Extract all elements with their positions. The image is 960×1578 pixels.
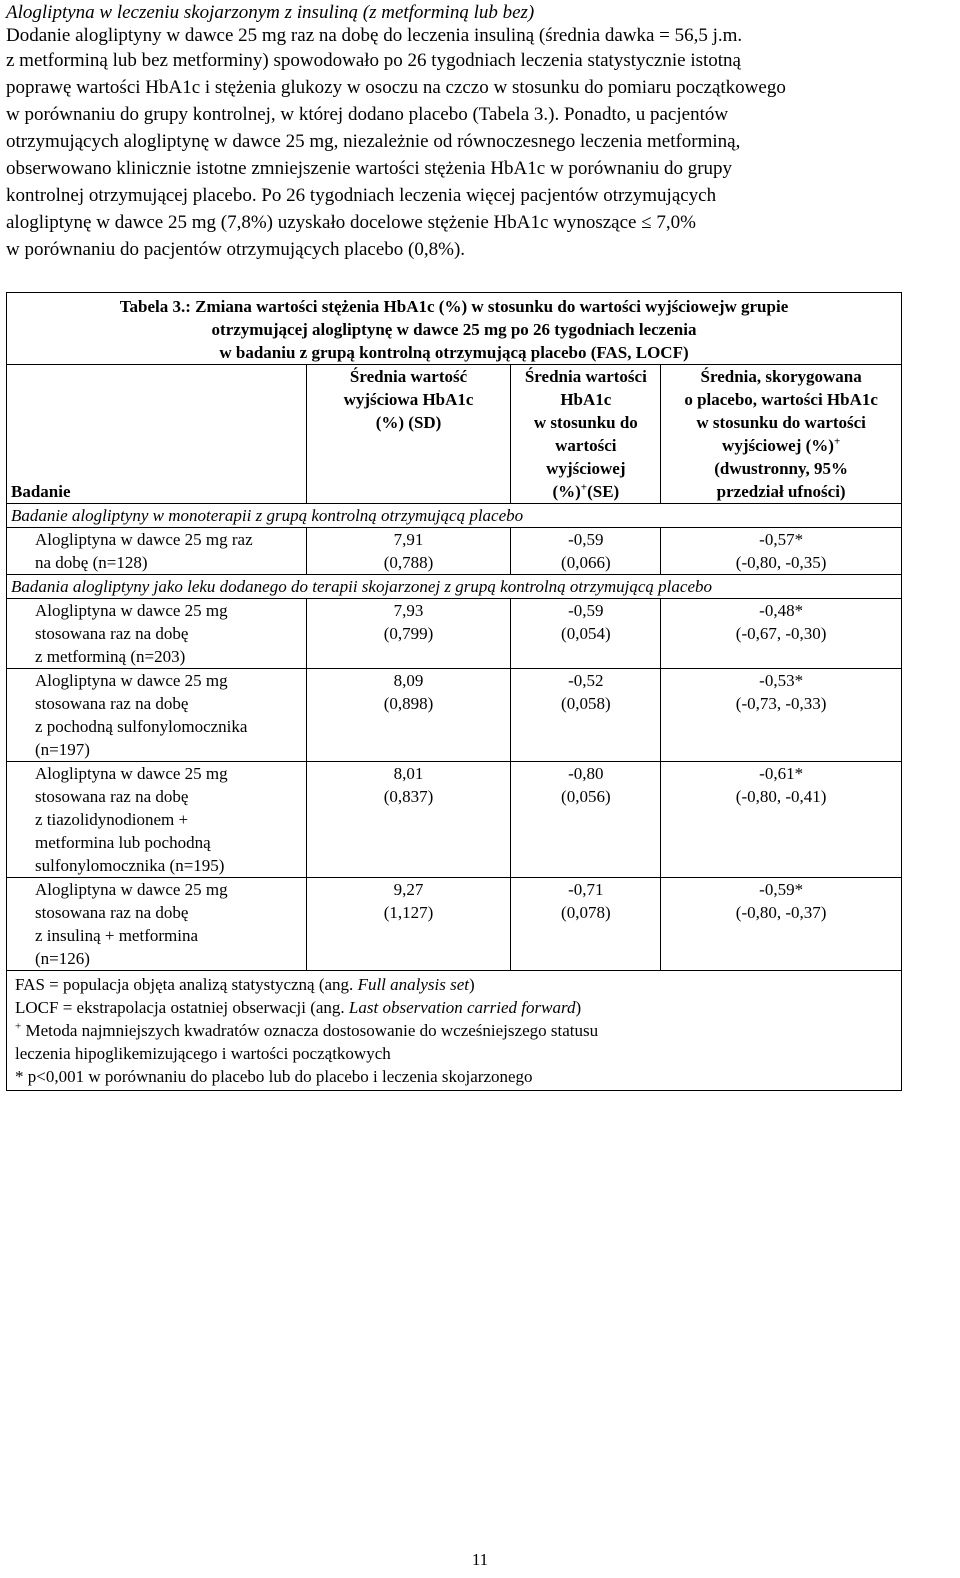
note-plus-cont: leczenia hipoglikemizującego i wartości początkowych xyxy=(15,1044,391,1063)
table-notes-row xyxy=(7,971,902,1091)
baseline-cell: 8,09 (0,898) xyxy=(306,669,511,762)
paragraph-line: obserwowano klinicznie istotne zmniejszenie wartości stężenia HbA1c w porównaniu do grupy xyxy=(6,158,733,179)
page-number: 11 xyxy=(471,1550,489,1569)
table-header-row xyxy=(7,365,902,504)
note-star: * p<0,001 w porównaniu do placebo lub do placebo i leczenia skojarzonego xyxy=(15,1067,533,1086)
table-row xyxy=(7,762,902,878)
results-table-container xyxy=(6,292,902,1091)
table-row xyxy=(7,878,902,971)
table-caption xyxy=(7,293,902,365)
header-baseline: Średnia wartość wyjściowa HbA1c (%) (SD) xyxy=(306,365,511,504)
header-study: Badanie xyxy=(7,365,307,504)
caption-line: otrzymującej alogliptynę w dawce 25 mg po 26 tygodniach leczenia xyxy=(211,320,697,339)
document-page xyxy=(6,0,956,263)
header-adjusted: Średnia, skorygowana o placebo, wartości HbA1c w stosunku do wartości wyjściowej (%)+ (dwustronny, 95% przedział ufności) xyxy=(661,365,902,504)
table-row xyxy=(7,528,902,575)
change-cell: -0,59 (0,054) xyxy=(511,599,661,669)
adjusted-cell: -0,61* (-0,80, -0,41) xyxy=(661,762,902,878)
table-row xyxy=(7,669,902,762)
caption-line: Tabela 3.: Zmiana wartości stężenia HbA1c (%) w stosunku do wartości wyjściowejw grupie xyxy=(119,297,789,316)
paragraph-line: kontrolnej otrzymującej placebo. Po 26 tygodniach leczenia więcej pacjentów otrzymujących xyxy=(6,185,717,206)
paragraph-line: poprawę wartości HbA1c i stężenia glukozy w osoczu na czczo w stosunku do pomiaru początkowego xyxy=(6,77,786,98)
baseline-cell: 7,93 (0,799) xyxy=(306,599,511,669)
change-cell: -0,59 (0,066) xyxy=(511,528,661,575)
section-title: Badania alogliptyny jako leku dodanego do terapii skojarzonej z grupą kontrolną otrzymującą placebo xyxy=(7,575,902,599)
paragraph-line: w porównaniu do grupy kontrolnej, w której dodano placebo (Tabela 3.). Ponadto, u pacjentów xyxy=(6,104,729,125)
adjusted-cell: -0,53* (-0,73, -0,33) xyxy=(661,669,902,762)
baseline-cell: 9,27 (1,127) xyxy=(306,878,511,971)
paragraph-line: Dodanie alogliptyny w dawce 25 mg raz na dobę do leczenia insuliną (średnia dawka = 56,5 j.m. xyxy=(6,25,743,46)
note-fas: FAS = populacja objęta analizą statystyczną (ang. Full analysis set) xyxy=(15,975,475,994)
adjusted-cell: -0,59* (-0,80, -0,37) xyxy=(661,878,902,971)
paragraph-line: alogliptynę w dawce 25 mg (7,8%) uzyskało docelowe stężenie HbA1c wynoszące ≤ 7,0% xyxy=(6,212,696,233)
table-section-row xyxy=(7,504,902,528)
paragraph-line: otrzymujących alogliptynę w dawce 25 mg, niezależnie od równoczesnego leczenia metforminą, xyxy=(6,131,741,152)
results-table xyxy=(6,292,902,1091)
section-title: Badanie alogliptyny w monoterapii z grupą kontrolną otrzymującą placebo xyxy=(7,504,902,528)
paragraph-line: w porównaniu do pacjentów otrzymujących placebo (0,8%). xyxy=(6,239,466,260)
table-section-row xyxy=(7,575,902,599)
study-cell: Alogliptyna w dawce 25 mg stosowana raz na dobę z tiazolidynodionem + metformina lub pochodną sulfonylomocznika (n=195) xyxy=(7,762,307,878)
change-cell: -0,71 (0,078) xyxy=(511,878,661,971)
note-locf: LOCF = ekstrapolacja ostatniej obserwacji (ang. Last observation carried forward) xyxy=(15,998,582,1017)
table-notes xyxy=(7,971,902,1091)
baseline-cell: 8,01 (0,837) xyxy=(306,762,511,878)
study-cell: Alogliptyna w dawce 25 mg raz na dobę (n=128) xyxy=(7,528,307,575)
adjusted-cell: -0,48* (-0,67, -0,30) xyxy=(661,599,902,669)
body-paragraph xyxy=(6,25,956,263)
adjusted-cell: -0,57* (-0,80, -0,35) xyxy=(661,528,902,575)
table-row xyxy=(7,599,902,669)
baseline-cell: 7,91 (0,788) xyxy=(306,528,511,575)
section-heading: Alogliptyna w leczeniu skojarzonym z insuliną (z metforminą lub bez) xyxy=(6,2,535,23)
change-cell: -0,80 (0,056) xyxy=(511,762,661,878)
paragraph-line: z metforminą lub bez metforminy) spowodowało po 26 tygodniach leczenia statystycznie istotną xyxy=(6,50,741,71)
study-cell: Alogliptyna w dawce 25 mg stosowana raz na dobę z insuliną + metformina (n=126) xyxy=(7,878,307,971)
caption-line: w badaniu z grupą kontrolną otrzymującą placebo (FAS, LOCF) xyxy=(219,343,689,362)
study-cell: Alogliptyna w dawce 25 mg stosowana raz na dobę z metforminą (n=203) xyxy=(7,599,307,669)
study-cell: Alogliptyna w dawce 25 mg stosowana raz na dobę z pochodną sulfonylomocznika (n=197) xyxy=(7,669,307,762)
change-cell: -0,52 (0,058) xyxy=(511,669,661,762)
note-plus: + Metoda najmniejszych kwadratów oznacza dostosowanie do wcześniejszego statusu xyxy=(15,1020,599,1040)
header-change: Średnia wartości HbA1c w stosunku do wartości wyjściowej (%)+(SE) xyxy=(511,365,661,504)
